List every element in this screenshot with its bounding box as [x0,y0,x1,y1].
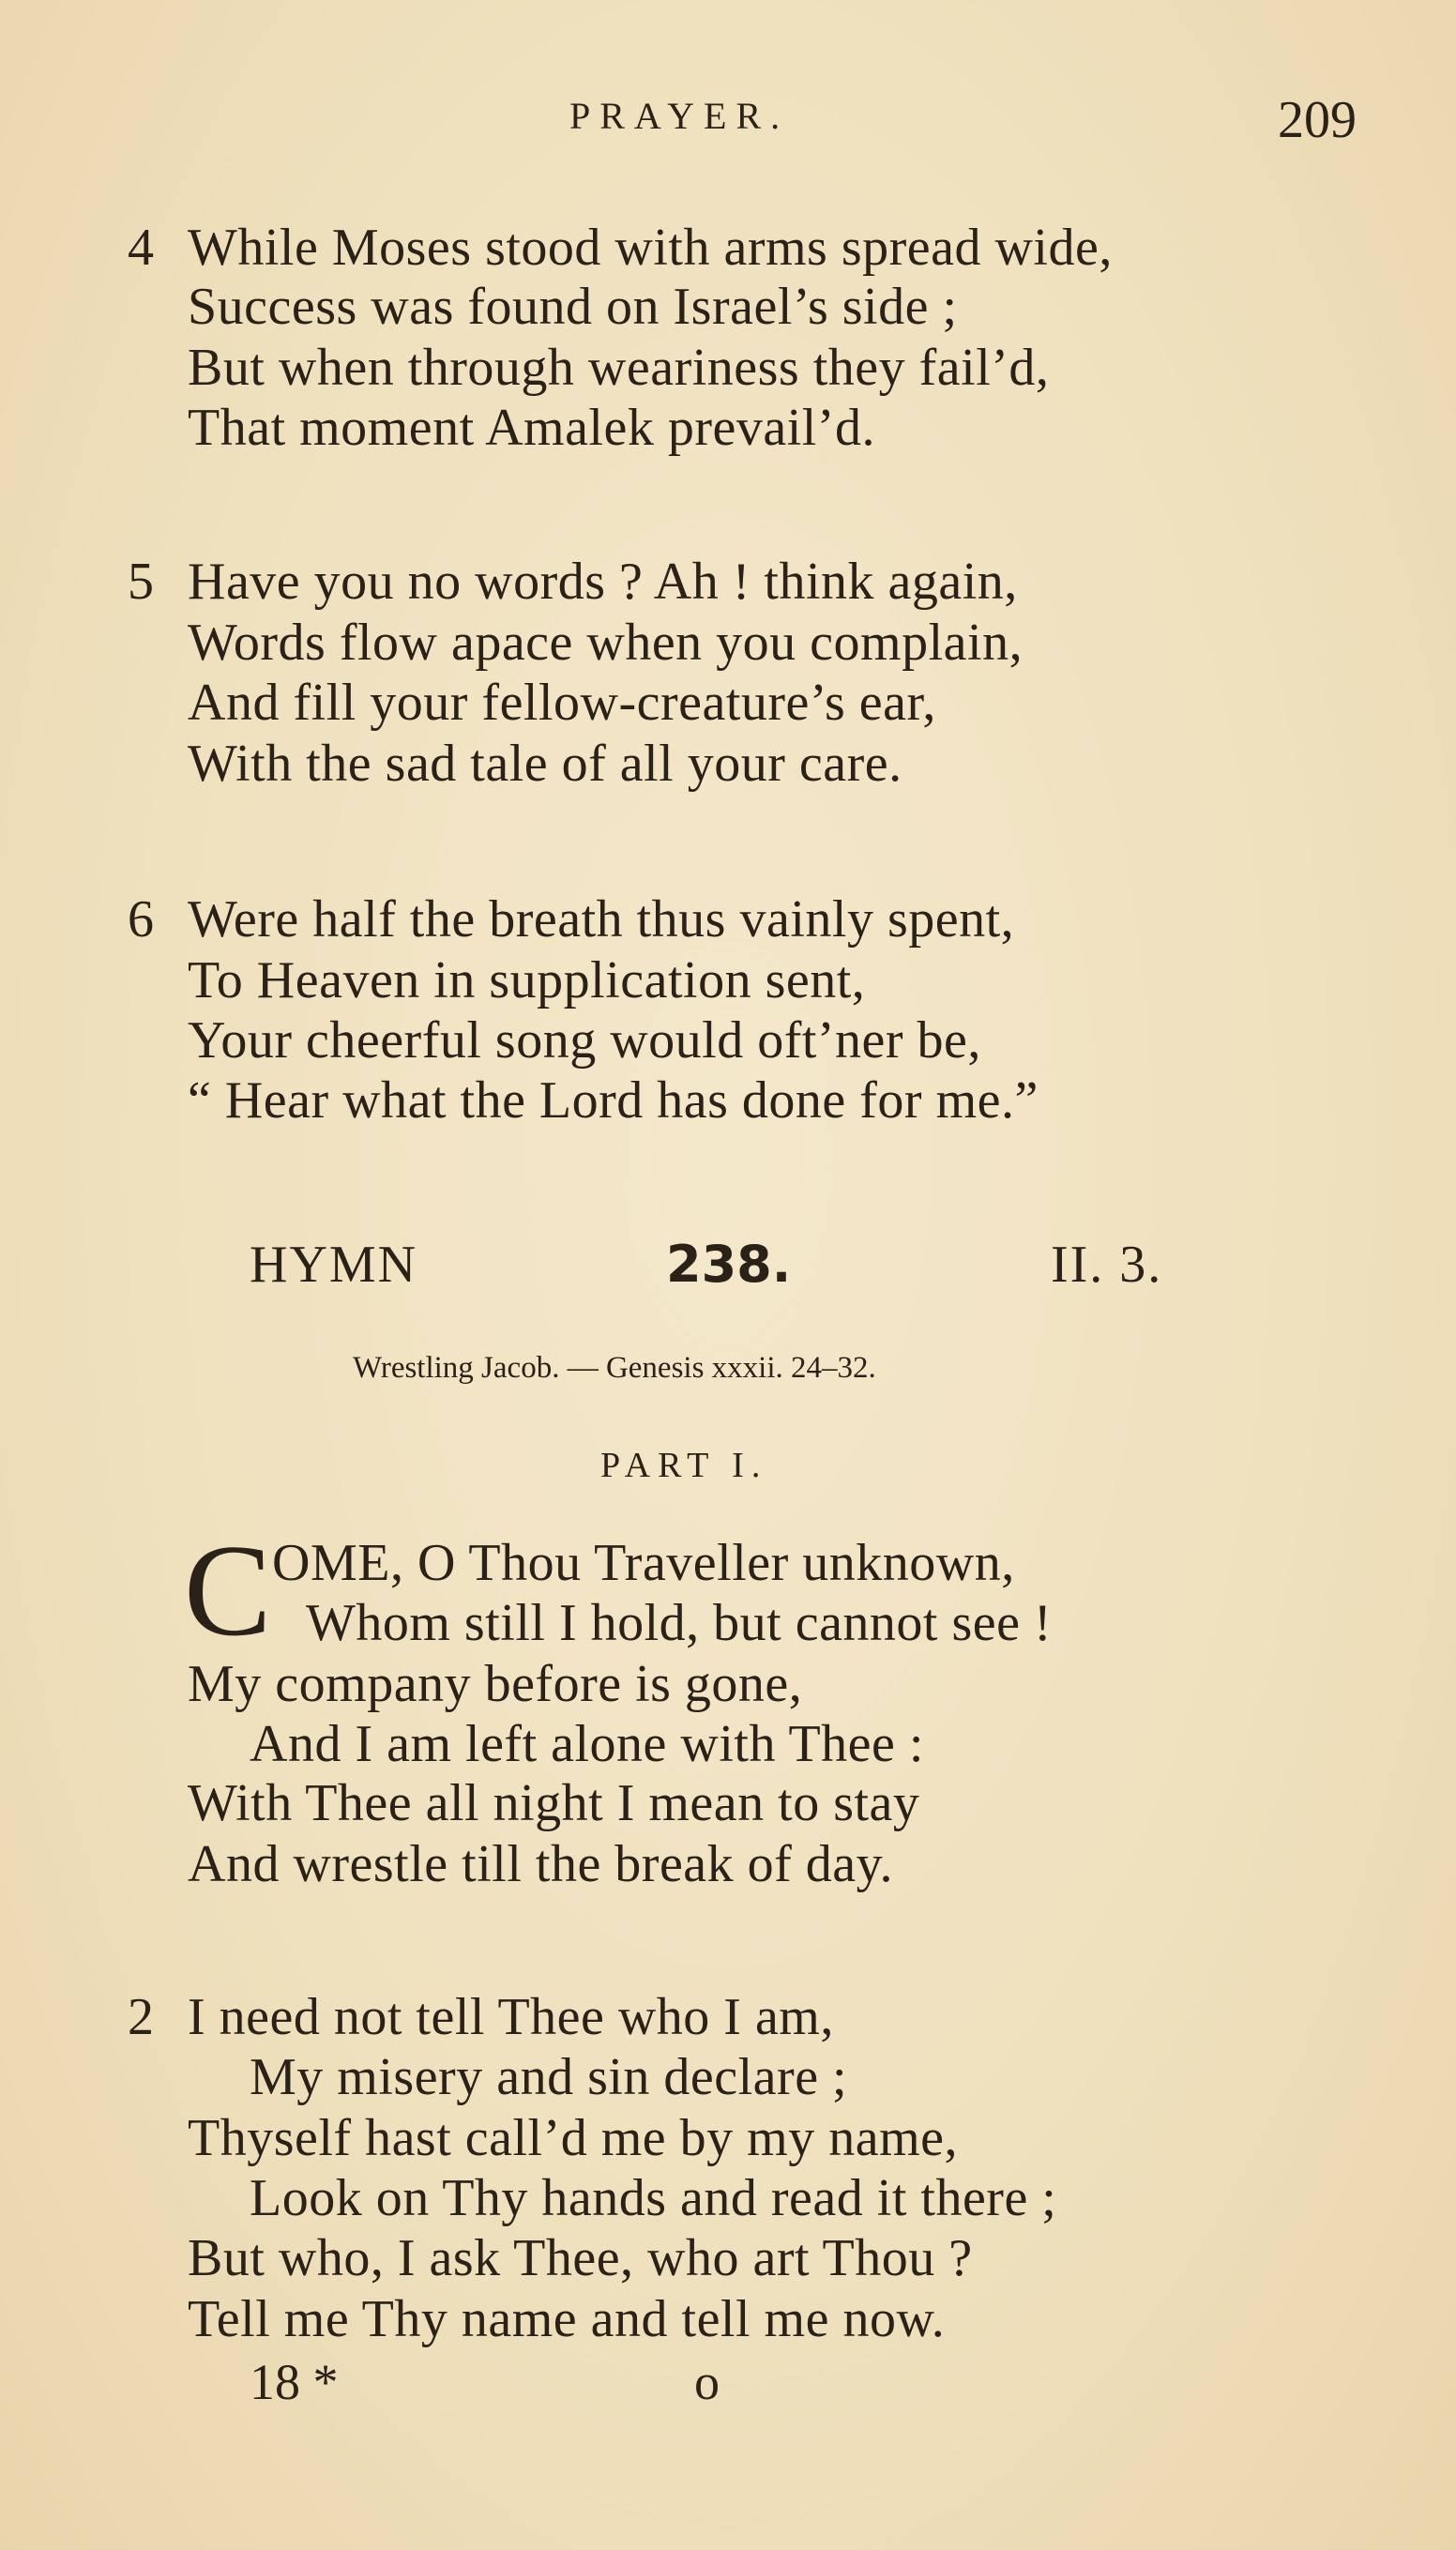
verse-number: 5 [128,553,154,611]
verse-line: Were half the breath thus vainly spent, [188,890,1015,949]
verse-line: With the sad tale of all your care. [188,735,902,793]
verse-line: Thyself hast call’d me by my name, [188,2109,958,2167]
verse-line: I need not tell Thee who I am, [188,1988,834,2046]
hymn-subtitle: Wrestling Jacob. — Genesis xxxii. 24–32. [353,1351,876,1385]
signature-letter: o [694,2354,720,2410]
verse-line: Look on Thy hands and read it there ; [250,2169,1057,2227]
verse-line: But when through weariness they fail’d, [188,339,1050,397]
verse-number: 2 [128,1988,154,2046]
verse-line: And wrestle till the break of day. [188,1835,894,1893]
verse-line: OME, O Thou Traveller unknown, [272,1534,1015,1592]
verse-number: 6 [128,890,154,949]
verse-number: 4 [128,219,154,277]
part-heading: PART I. [600,1446,768,1485]
verse-line: And fill your fellow-creature’s ear, [188,674,936,732]
verse-line: While Moses stood with arms spread wide, [188,219,1113,277]
verse-line: Success was found on Israel’s side ; [188,278,958,336]
verse-line: Tell me Thy name and tell me now. [188,2290,946,2348]
verse-line: With Thee all night I mean to stay [188,1774,920,1832]
verse-line: My misery and sin declare ; [250,2048,848,2106]
page-number: 209 [1278,91,1357,149]
verse-line: “ Hear what the Lord has done for me.” [188,1071,1039,1130]
verse-line: Have you no words ? Ah ! think again, [188,553,1018,611]
running-title: PRAYER. [569,95,790,137]
verse-line: That moment Amalek prevail’d. [188,399,875,457]
verse-line: Whom still I hold, but cannot see ! [306,1594,1053,1652]
verse-line: To Heaven in supplication sent, [188,951,866,1009]
hymn-meter: II. 3. [1051,1236,1163,1294]
verse-line: Words flow apace when you complain, [188,614,1024,672]
drop-capital: C [184,1518,272,1663]
hymn-label: HYMN [250,1236,418,1294]
verse-line: Your cheerful song would oft’ner be, [188,1011,981,1070]
verse-line: But who, I ask Thee, who art Thou ? [188,2229,973,2287]
signature-mark: 18 * [250,2354,339,2410]
verse-line: And I am left alone with Thee : [250,1715,924,1773]
hymn-number: 238. [666,1235,792,1294]
verse-line: My company before is gone, [188,1655,803,1713]
